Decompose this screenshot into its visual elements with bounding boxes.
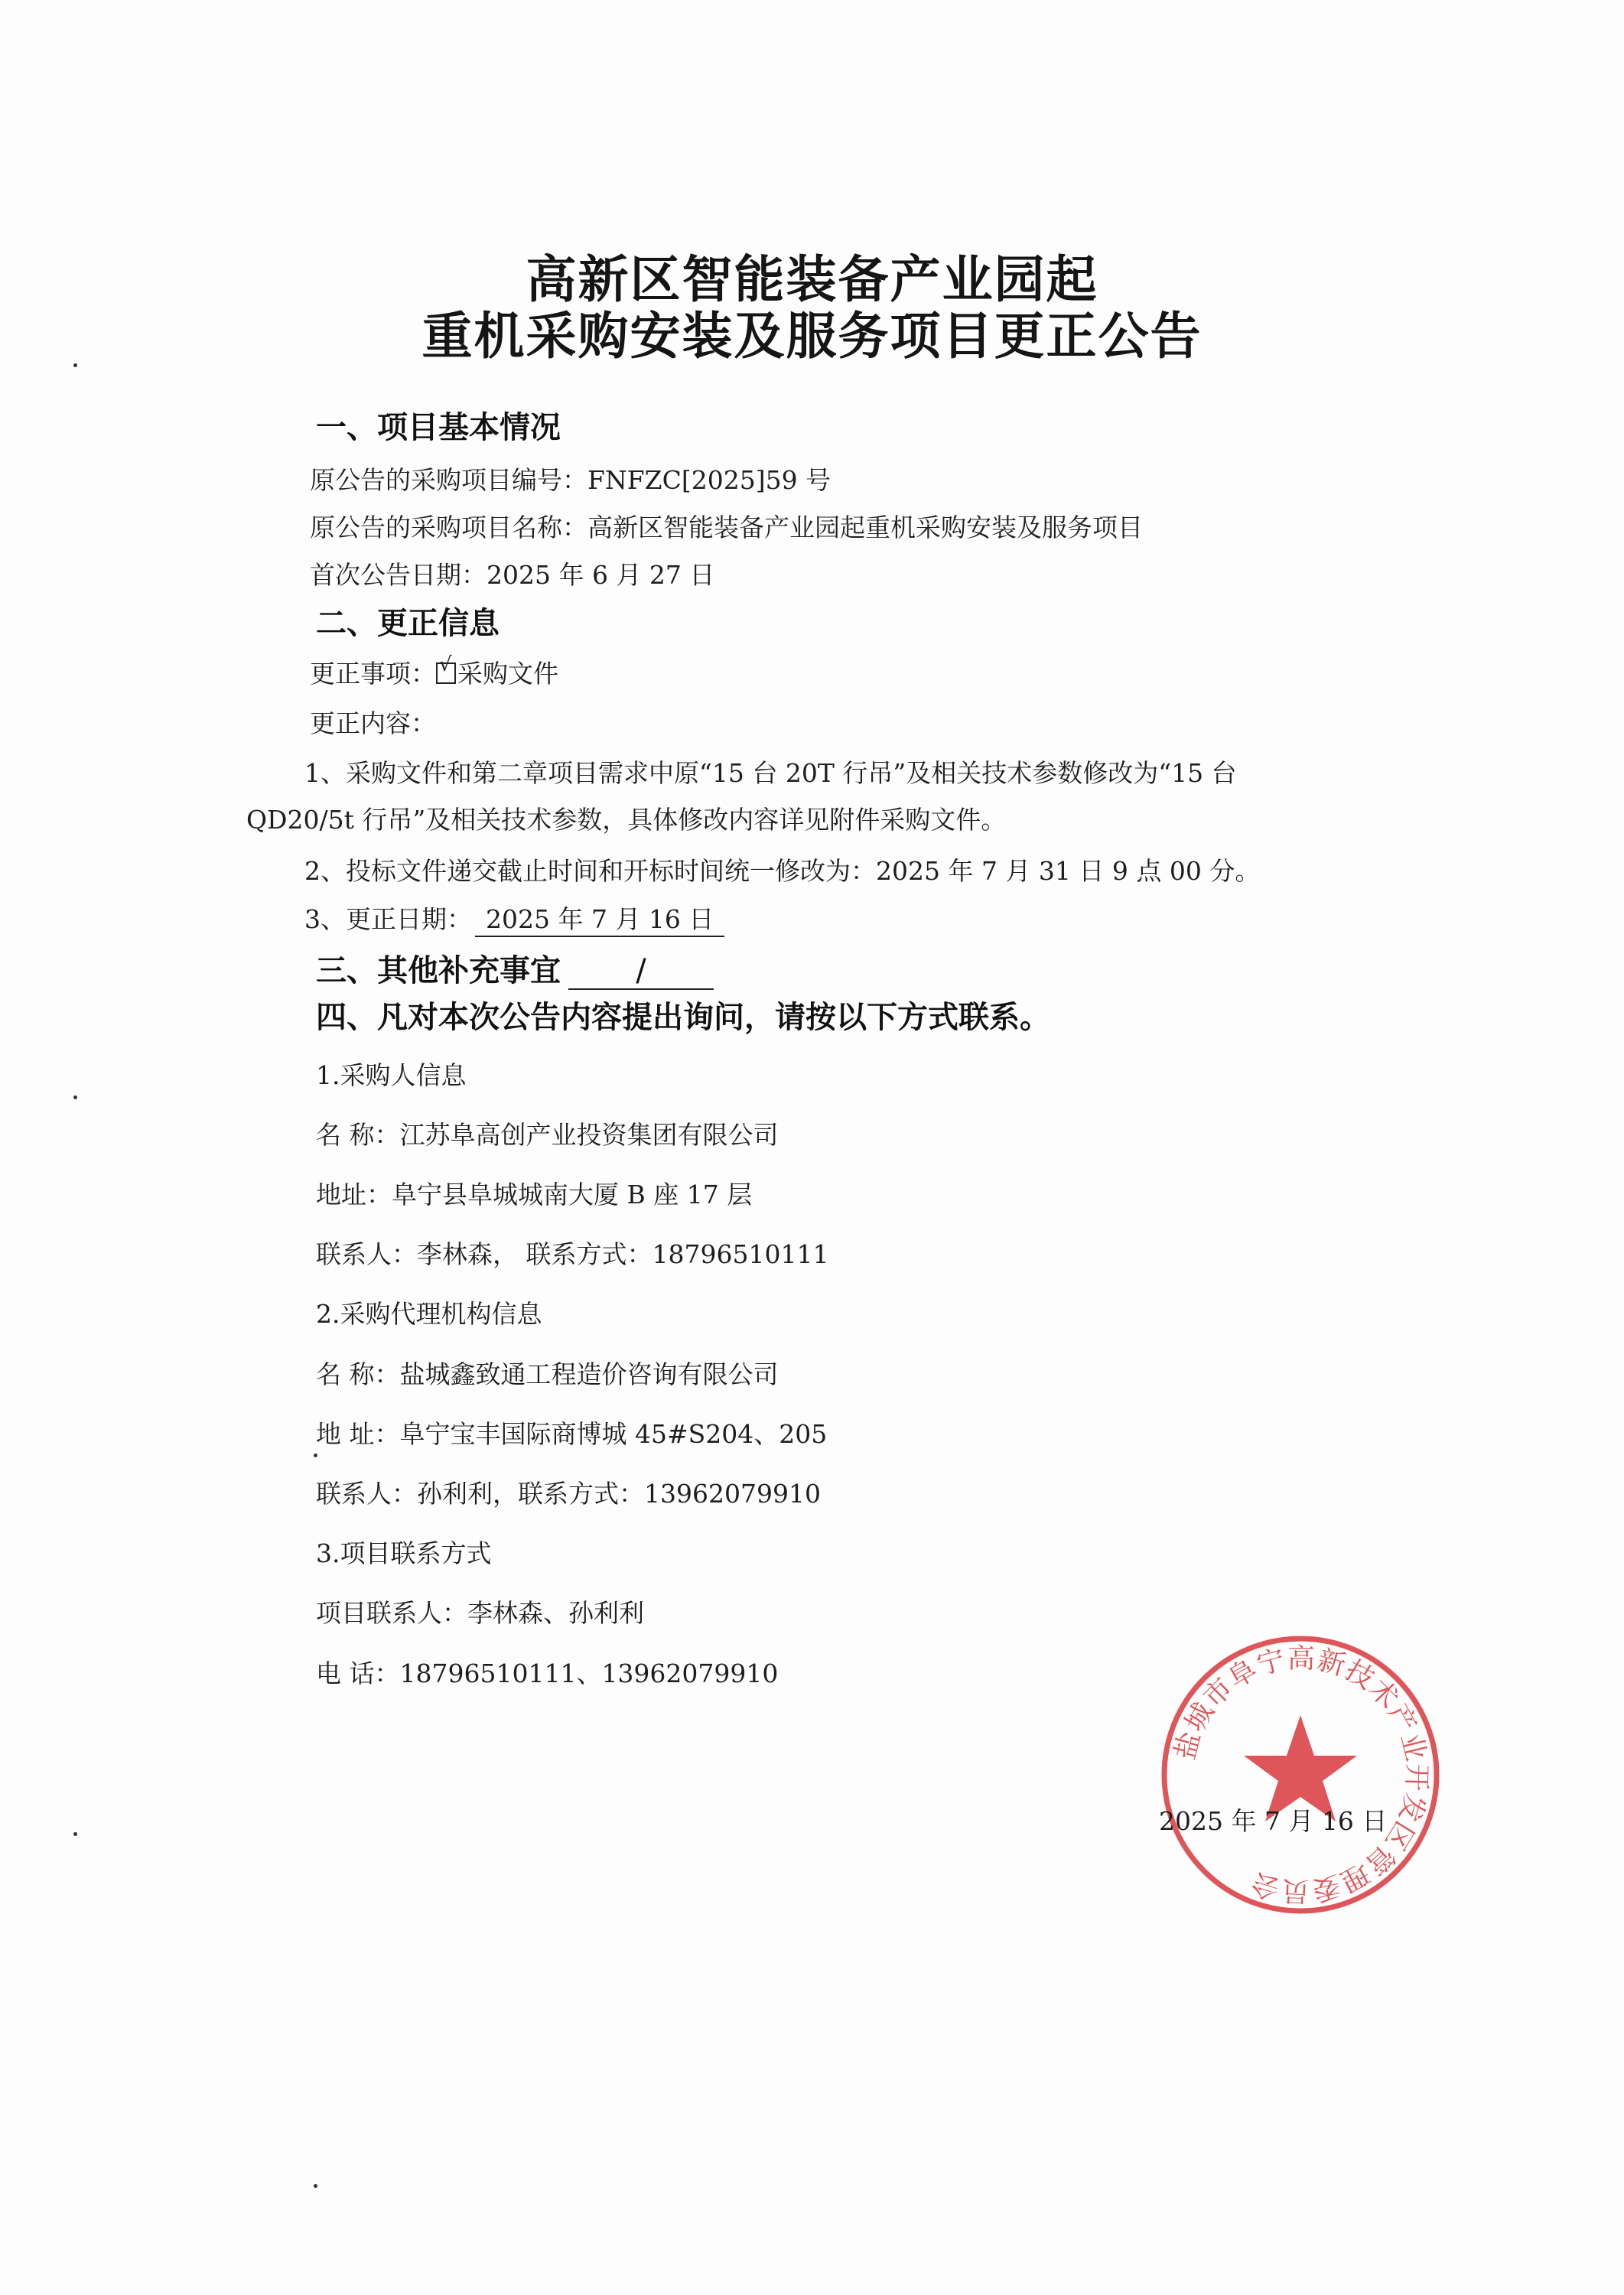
correction-point-3 xyxy=(304,900,724,937)
project-name-label: 原公告的采购项目名称： xyxy=(310,513,587,542)
correction-point-1-line-2: QD20/5t 行吊”及相关技术参数，具体修改内容详见附件采购文件。 xyxy=(246,805,1007,835)
agency-name: 名 称：盐城鑫致通工程造价咨询有限公司 xyxy=(316,1359,779,1389)
project-name-value: 高新区智能装备产业园起重机采购安装及服务项目 xyxy=(587,513,1143,542)
correction-item-label: 更正事项： xyxy=(310,659,436,688)
scan-speck xyxy=(314,2184,317,2188)
scan-speck xyxy=(314,1454,317,1457)
correction-point-2: 2、投标文件递交截止时间和开标时间统一修改为：2025 年 7 月 31 日 9 点 00 分。 xyxy=(304,856,1261,886)
correction-item-value: 采购文件 xyxy=(457,659,558,688)
checkbox-mark: √ xyxy=(439,653,452,676)
correction-date-label: 3、更正日期： xyxy=(304,904,472,934)
buyer-name: 名 称：江苏阜高创产业投资集团有限公司 xyxy=(316,1120,779,1150)
buyer-contact: 联系人：李林森， 联系方式：18796510111 xyxy=(316,1239,829,1269)
project-name-line xyxy=(310,508,1143,544)
section-1-heading: 一、项目基本情况 xyxy=(316,410,561,445)
correction-date-value: 2025 年 7 月 16 日 xyxy=(475,900,724,937)
correction-item-line xyxy=(310,654,558,690)
project-number-label: 原公告的采购项目编号： xyxy=(310,465,587,495)
buyer-info-heading: 1.采购人信息 xyxy=(316,1060,467,1090)
project-contact-phone: 电 话：18796510111、13962079910 xyxy=(316,1659,779,1688)
project-number-line xyxy=(310,461,831,496)
section-2-heading: 二、更正信息 xyxy=(316,606,500,641)
first-date-label: 首次公告日期： xyxy=(310,560,487,590)
section-4-heading: 四、凡对本次公告内容提出询问，请按以下方式联系。 xyxy=(316,1000,1050,1035)
correction-content-label: 更正内容： xyxy=(310,708,436,738)
correction-point-1-line-1: 1、采购文件和第二章项目需求中原“15 台 20T 行吊”及相关技术参数修改为“15 台 xyxy=(304,758,1237,788)
official-seal-icon xyxy=(1155,1629,1446,1920)
agency-address: 地 址：阜宁宝丰国际商博城 45#S204、205 xyxy=(316,1419,828,1449)
document-title-line-1: 高新区智能装备产业园起 xyxy=(526,249,1098,309)
svg-text:盐城市阜宁高新技术产业开发区管理委员会: 盐城市阜宁高新技术产业开发区管理委员会 xyxy=(1169,1642,1433,1907)
project-contact-people: 项目联系人：李林森、孙利利 xyxy=(316,1598,644,1628)
section-3-title: 三、其他补充事宜 xyxy=(316,953,561,988)
section-3-value: / xyxy=(568,953,714,990)
first-date-line xyxy=(310,555,714,591)
section-3-heading xyxy=(316,946,714,990)
scan-speck xyxy=(73,363,77,367)
first-date-value: 2025 年 6 月 27 日 xyxy=(487,560,715,590)
signature-date: 2025 年 7 月 16 日 xyxy=(1159,1806,1388,1836)
scan-speck xyxy=(73,1832,77,1836)
agency-contact: 联系人：孙利利，联系方式：13962079910 xyxy=(316,1479,821,1509)
project-number-value: FNFZC[2025]59 号 xyxy=(587,465,832,495)
buyer-address: 地址：阜宁县阜城城南大厦 B 座 17 层 xyxy=(316,1180,753,1209)
project-contact-heading: 3.项目联系方式 xyxy=(316,1538,492,1568)
document-title-line-2: 重机采购安装及服务项目更正公告 xyxy=(421,306,1203,366)
scan-speck xyxy=(73,1095,77,1099)
agency-info-heading: 2.采购代理机构信息 xyxy=(316,1299,542,1329)
checked-checkbox-icon xyxy=(436,653,456,684)
